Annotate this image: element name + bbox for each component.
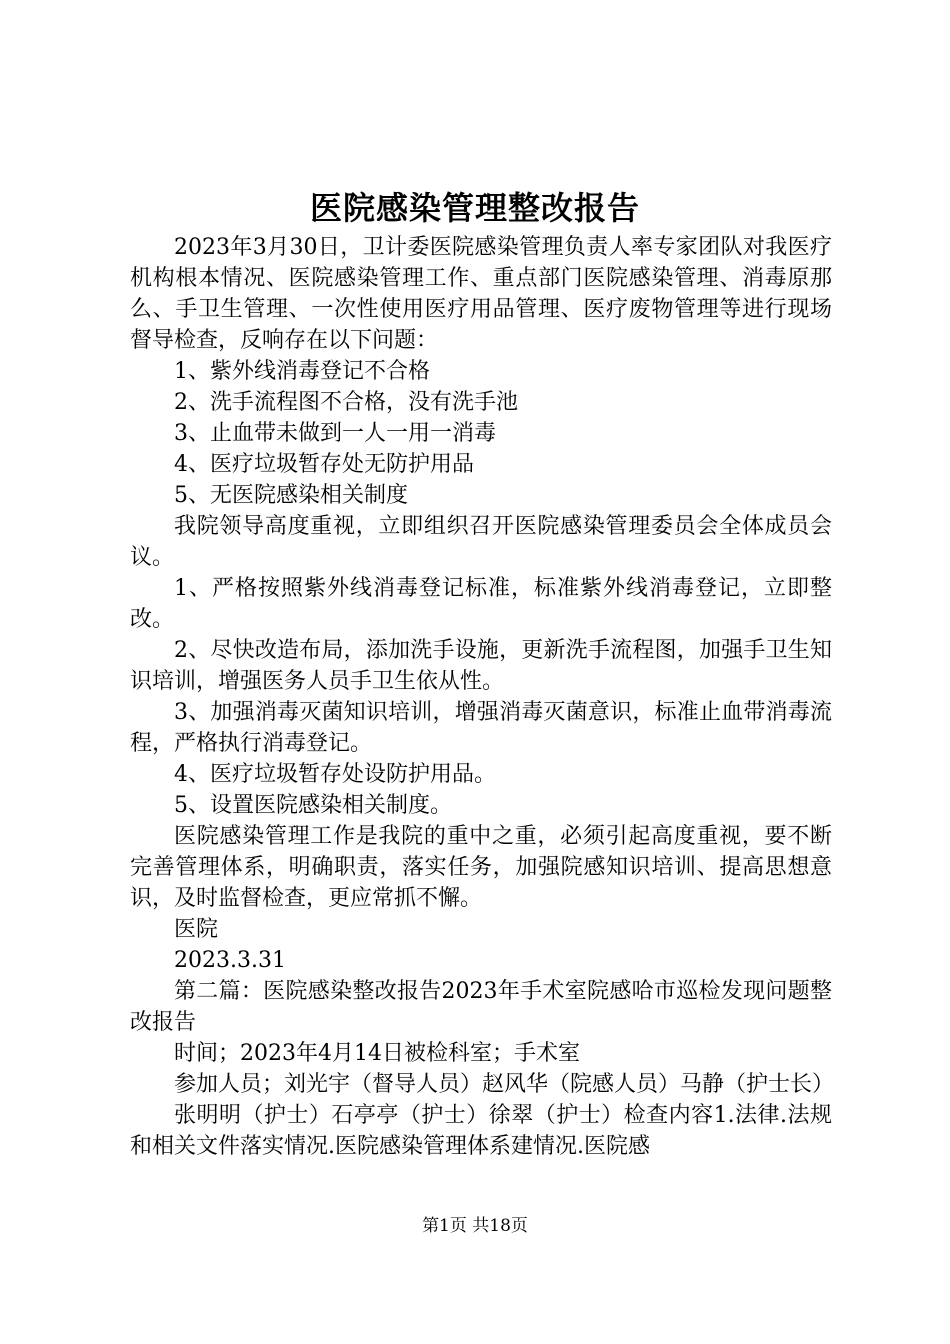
second-article-heading: 第二篇：医院感染整改报告2023年手术室院感哈市巡检发现问题整改报告	[130, 979, 832, 1035]
conclusion-paragraph: 医院感染管理工作是我院的重中之重，必须引起高度重视，要不断完善管理体系，明确职责，落实任务，加强院感知识培训、提高思想意识，及时监督检查，更应常抓不懈。	[130, 824, 832, 911]
page-footer: 第1页 共18页	[422, 1216, 528, 1236]
participants-continued: 张明明（护士）石亭亭（护士）徐翠（护士）检查内容1.法律.法规和相关文件落实情况.医院感染管理体系建情况.医院感	[130, 1103, 832, 1159]
signature-date: 2023.3.31	[174, 948, 286, 973]
action-item: 2、尽快改造布局，添加洗手设施，更新洗手流程图，加强手卫生知识培训，增强医务人员手卫生依从性。	[130, 638, 832, 694]
issue-item: 4、医疗垃圾暂存处无防护用品	[174, 452, 474, 477]
intro-paragraph: 2023年3月30日，卫计委医院感染管理负责人率专家团队对我医疗机构根本情况、医院感染管理工作、重点部门医院感染管理、消毒原那么、手卫生管理、一次性使用医疗用品管理、医疗废物管理等进行现场督导检查，反响存在以下问题：	[130, 235, 832, 353]
action-item: 3、加强消毒灭菌知识培训，增强消毒灭菌意识，标准止血带消毒流程，严格执行消毒登记。	[130, 700, 832, 756]
issue-item: 5、无医院感染相关制度	[174, 483, 408, 508]
issue-item: 1、紫外线消毒登记不合格	[174, 359, 430, 384]
inspection-time: 时间；2023年4月14日被检科室；手术室	[174, 1041, 580, 1066]
issue-item: 2、洗手流程图不合格，没有洗手池	[174, 390, 518, 415]
action-item: 4、医疗垃圾暂存处设防护用品。	[174, 762, 496, 787]
document-title: 医院感染管理整改报告	[309, 189, 640, 227]
document-body	[130, 232, 835, 1162]
response-paragraph: 我院领导高度重视，立即组织召开医院感染管理委员会全体成员会议。	[130, 514, 832, 570]
action-item: 1、严格按照紫外线消毒登记标准，标准紫外线消毒登记，立即整改。	[130, 576, 832, 632]
participants: 参加人员；刘光宇（督导人员）赵风华（院感人员）马静（护士长）	[174, 1072, 835, 1097]
action-item: 5、设置医院感染相关制度。	[174, 793, 452, 818]
issue-item: 3、止血带未做到一人一用一消毒	[174, 421, 496, 446]
signature-organization: 医院	[174, 917, 219, 942]
